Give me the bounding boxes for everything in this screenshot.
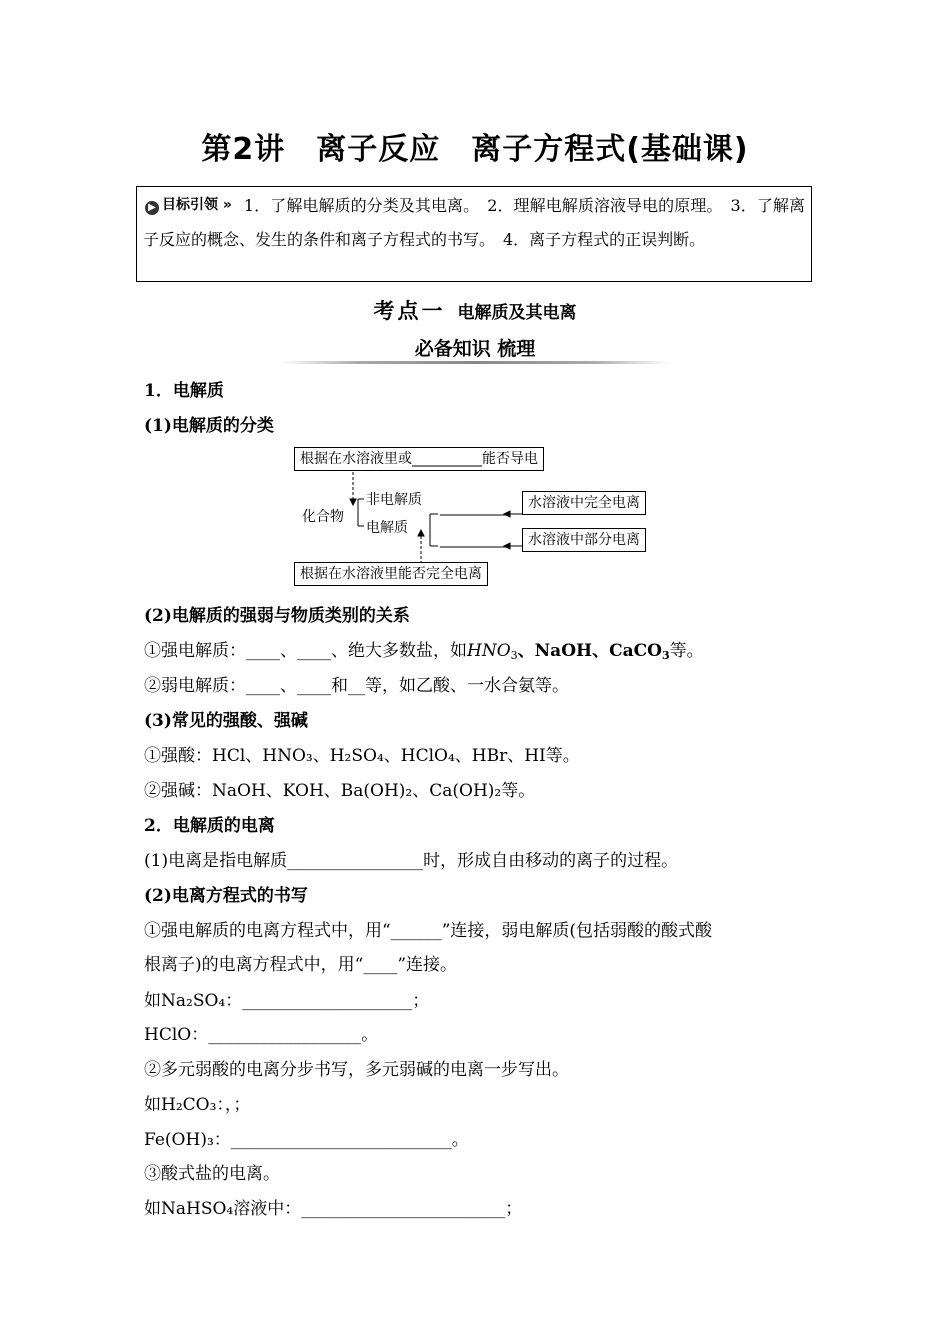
objectives-tag — [143, 196, 234, 215]
section-topic: 电解质及其电离 — [457, 303, 577, 323]
page-title: 第2讲 离子反应 离子方程式(基础课) — [201, 132, 749, 167]
example-feoh3: Fe(OH)₃：__________________________。 — [144, 1130, 469, 1150]
classification-diagram — [290, 444, 670, 590]
objectives-box — [136, 186, 812, 282]
diagram-non-electrolyte: 非电解质 — [366, 492, 422, 508]
diagram-blank-strong: __________ — [440, 500, 510, 516]
strong-acids-line: ①强酸：HCl、HNO₃、H₂SO₄、HClO₄、HBr、HI等。 — [144, 746, 580, 766]
heading-1-1: (1)电解质的分类 — [144, 416, 274, 436]
diagram-compound: 化合物 — [302, 509, 344, 525]
l4-sub-1: 3 — [510, 649, 518, 662]
polyprotic-rule: ②多元弱酸的电离分步书写，多元弱碱的电离一步写出。 — [144, 1060, 569, 1080]
play-icon: ▶ — [145, 201, 159, 215]
diagram-bottom-box: 根据在水溶液里能否完全电离 — [294, 562, 488, 586]
diagram-strong-box: 水溶液中完全电离 — [522, 491, 646, 515]
example-h2co3: 如H₂CO₃：，； — [144, 1095, 251, 1115]
strong-electrolyte-line — [144, 636, 704, 662]
l4-sub-2: 3 — [661, 649, 670, 662]
diagram-weak-box: 水溶液中部分电离 — [522, 528, 646, 552]
heading-1: 1．电解质 — [144, 381, 224, 401]
example-na2so4: 如Na₂SO₄：____________________； — [144, 991, 430, 1011]
ionization-rule-2: 根离子)的电离方程式中，用“____”连接。 — [144, 955, 458, 975]
l4-hno3: HNO — [467, 641, 511, 661]
example-nahso4: 如NaHSO₄溶液中：________________________； — [144, 1199, 523, 1219]
weak-electrolyte-line: ②弱电解质：____、____和__等，如乙酸、一水合氨等。 — [144, 676, 569, 696]
l4-part-f: 等。 — [669, 641, 704, 661]
ionization-definition: (1)电离是指电解质________________时，形成自由移动的离子的过程。 — [144, 851, 679, 871]
objectives-tag-label: 目标引领 — [162, 197, 218, 213]
ionization-rule-1: ①强电解质的电离方程式中，用“______”连接，弱电解质(包括弱酸的酸式酸 — [144, 921, 713, 941]
double-chevron-icon: » — [218, 197, 232, 213]
heading-2: 2．电解质的电离 — [144, 816, 275, 836]
diagram-blank-weak: __________ — [440, 532, 510, 548]
heading-1-2: (2)电解质的强弱与物质类别的关系 — [144, 606, 410, 626]
section-label: 考点一 — [373, 299, 446, 323]
strong-bases-line: ②强碱：NaOH、KOH、Ba(OH)₂、Ca(OH)₂等。 — [144, 781, 536, 801]
objectives-text: 1．了解电解质的分类及其电离。 2．理解电解质溶液导电的原理。 3．了解离子反应的概念、发生的条件和离子方程式的书写。 4．离子方程式的正误判断。 — [143, 196, 805, 249]
acid-salt-heading: ③酸式盐的电离。 — [144, 1164, 280, 1184]
diagram-electrolyte: 电解质 — [366, 520, 408, 536]
heading-2-2: (2)电离方程式的书写 — [144, 886, 308, 906]
section-heading — [0, 295, 950, 325]
l4-part-d: 、NaOH、CaCO — [517, 641, 662, 661]
subheading-divider — [280, 361, 670, 364]
subheading: 必备知识 梳理 — [414, 338, 536, 360]
heading-1-3: (3)常见的强酸、强碱 — [144, 711, 308, 731]
example-hclo: HClO：__________________。 — [144, 1025, 379, 1045]
diagram-top-box: 根据在水溶液里或__________能否导电 — [294, 447, 544, 471]
l4-part-a: ①强电解质：____、____、绝大多数盐，如 — [144, 641, 467, 661]
